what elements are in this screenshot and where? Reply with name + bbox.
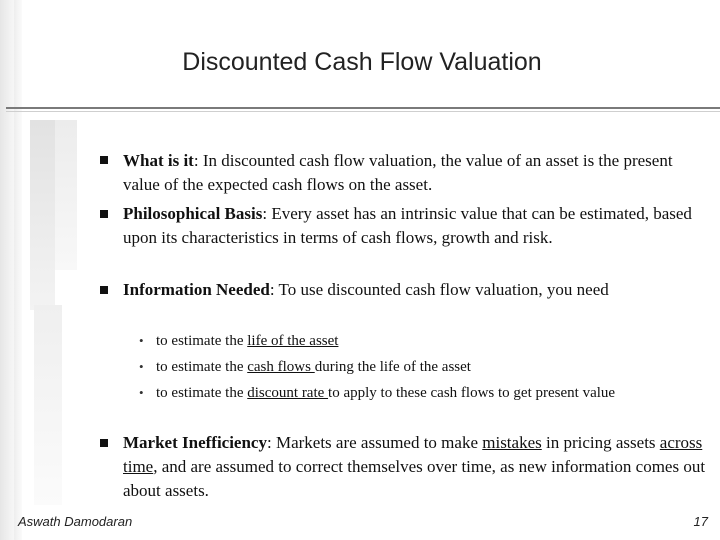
sub-bullet-text: to apply to these cash flows to get present value [328,385,616,401]
footer-author: Aswath Damodaran [18,514,133,529]
sub-bullet-text: to estimate the [156,333,248,349]
bullet-square-icon [100,210,108,218]
sub-bullet-underlined: life of the asset [247,333,339,349]
title-divider [6,107,720,109]
bullet-label: What is it [123,151,194,170]
footer-page-number: 17 [693,514,708,529]
bullet-label: Philosophical Basis [123,204,263,223]
sub-bullet-text: during the life of the asset [314,359,471,375]
sub-bullet-item [156,357,696,378]
bullet-text: , and are assumed to correct themselves over time, as new information comes out about assets. [123,457,706,500]
decor-block [30,120,55,310]
slide-title: Discounted Cash Flow Valuation [182,48,542,76]
bullet-text: : Every asset has an intrinsic value that can be estimated, based upon its characteristics in terms of cash flows, growth and risk. [123,204,692,247]
decor-block [55,120,77,270]
decor-block [34,305,62,505]
sub-bullet-underlined: cash flows [247,359,315,375]
bullet-underlined: across time [123,433,703,476]
sub-bullet-dot-icon: • [139,359,144,374]
bullet-item [123,278,708,302]
bullet-square-icon [100,286,108,294]
sub-bullet-dot-icon: • [139,333,144,348]
bullet-item [123,202,708,250]
bullet-underlined: mistakes [482,433,542,452]
bullet-text: in pricing assets [541,433,660,452]
sub-bullet-text: to estimate the [156,385,248,401]
sub-bullet-text: to estimate the [156,359,248,375]
bullet-text: : In discounted cash flow valuation, the value of an asset is the present value of the expected cash flows on the asset. [123,151,673,194]
title-divider-shadow [6,111,720,112]
sub-bullet-dot-icon: • [139,385,144,400]
bullet-square-icon [100,439,108,447]
bullet-item [123,149,708,197]
decor-bar [0,0,14,540]
sub-bullet-item [156,331,696,352]
decor-bar [14,0,22,540]
bullet-item [123,431,708,503]
bullet-text: : To use discounted cash flow valuation, you need [269,280,609,299]
bullet-label: Market Inefficiency [123,433,267,452]
sub-bullet-underlined: discount rate [247,385,329,401]
sub-bullet-item [156,383,696,404]
bullet-text: : Markets are assumed to make [266,433,483,452]
bullet-square-icon [100,156,108,164]
bullet-label: Information Needed [123,280,270,299]
